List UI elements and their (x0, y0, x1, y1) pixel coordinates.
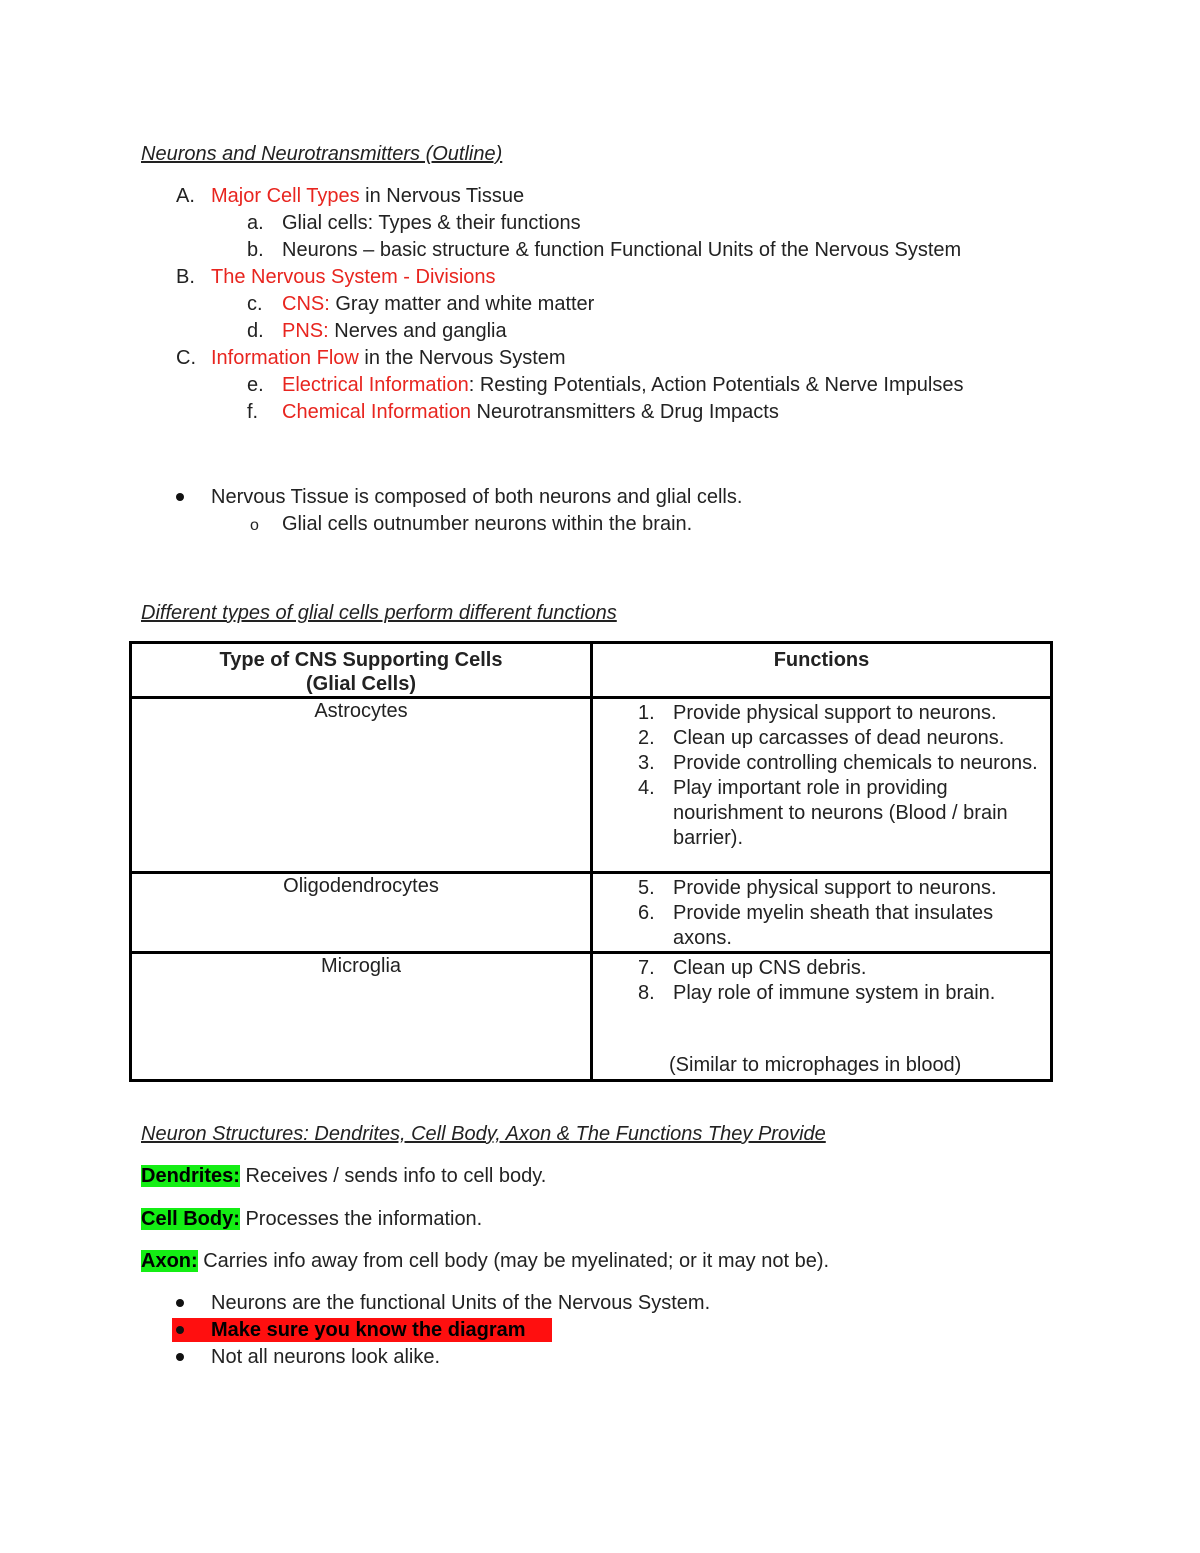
item-colored: Electrical Information (282, 374, 469, 396)
function-number: 3. (638, 752, 655, 774)
highlighted-text: Make sure you know the diagram (211, 1319, 526, 1341)
item-marker: c. (247, 293, 263, 315)
outline-title: Neurons and Neurotransmitters (Outline) (141, 143, 503, 165)
function-text: Provide controlling chemicals to neurons. (673, 752, 1038, 774)
term-axon: Axon: (141, 1250, 198, 1272)
item-text: Neurons – basic structure & function Functional Units of the Nervous System (282, 239, 962, 261)
tissue-sub-bullet: Glial cells outnumber neurons within the brain. (282, 513, 693, 535)
outline-item (282, 238, 961, 262)
function-item (593, 701, 1050, 726)
definition-axon (141, 1249, 829, 1273)
outline-item (282, 319, 507, 343)
function-text: Play important role in providing nourishment to neurons (Blood / brain barrier). (673, 777, 1008, 849)
item-marker: f. (247, 401, 259, 423)
bullet-dot (176, 493, 184, 501)
item-text: Gray matter and white matter (329, 293, 595, 315)
glial-cells-table (129, 641, 1053, 1082)
item-colored: PNS: (282, 320, 329, 342)
item-colored: Chemical Information (282, 401, 471, 423)
function-text: Provide physical support to neurons. (673, 877, 997, 899)
bullet-dot (176, 1353, 184, 1361)
function-item (593, 981, 1050, 1006)
table-header-cell (131, 643, 592, 698)
section-c-label-rest: in the Nervous System (358, 347, 566, 369)
function-item (593, 956, 1050, 981)
function-item (593, 901, 1050, 951)
outline-item (282, 400, 779, 424)
section-b-heading (211, 265, 496, 289)
header-type-line1: Type of CNS Supporting Cells (219, 649, 503, 671)
desc-dendrites: Receives / sends info to cell body. (239, 1165, 547, 1187)
table-row (131, 873, 1052, 953)
cell-type: Astrocytes (131, 698, 592, 873)
functions-cell (592, 953, 1052, 1081)
header-functions: Functions (773, 649, 870, 671)
bullet-dot (176, 1299, 184, 1307)
function-number: 5. (638, 877, 655, 899)
item-text: Nerves and ganglia (328, 320, 507, 342)
item-marker: e. (247, 374, 264, 396)
function-number: 1. (638, 702, 655, 724)
sub-bullet-marker: o (250, 517, 259, 534)
function-text: Provide physical support to neurons. (673, 702, 997, 724)
function-number: 6. (638, 902, 655, 924)
item-marker: b. (247, 239, 264, 261)
function-text: Clean up carcasses of dead neurons. (673, 727, 1005, 749)
function-number: 8. (638, 982, 655, 1004)
bullet-dot (176, 1326, 184, 1334)
function-text: Provide myelin sheath that insulates axons. (673, 902, 994, 949)
function-item (593, 751, 1050, 776)
outline-item (282, 292, 594, 316)
header-type-line2: (Glial Cells) (305, 673, 417, 695)
function-text: Play role of immune system in brain. (673, 982, 996, 1004)
function-item (593, 876, 1050, 901)
item-marker: a. (247, 212, 264, 234)
section-marker: C. (176, 347, 196, 369)
function-item (593, 726, 1050, 751)
table-header-cell (592, 643, 1052, 698)
outline-item (282, 211, 581, 235)
term-cell-body: Cell Body: (141, 1208, 240, 1230)
item-text: Glial cells: Types & their functions (282, 212, 581, 234)
function-number: 4. (638, 777, 655, 799)
section-a-label-colored: Major Cell Types (211, 185, 360, 207)
desc-axon: Carries info away from cell body (may be myelinated; or it may not be). (197, 1250, 830, 1272)
section-a-heading (211, 184, 524, 208)
function-number: 7. (638, 957, 655, 979)
table-row (131, 698, 1052, 873)
section-marker: B. (176, 266, 195, 288)
cell-type: Microglia (131, 953, 592, 1081)
cell-type: Oligodendrocytes (131, 873, 592, 953)
structures-bullet: Neurons are the functional Units of the Nervous System. (211, 1292, 711, 1314)
structures-bullet-highlight (211, 1318, 526, 1342)
section-marker: A. (176, 185, 195, 207)
item-marker: d. (247, 320, 264, 342)
table-header-row (131, 643, 1052, 698)
desc-cell-body: Processes the information. (239, 1208, 483, 1230)
glial-section-title: Different types of glial cells perform different functions (141, 602, 617, 624)
function-text: Clean up CNS debris. (673, 957, 867, 979)
function-item (593, 776, 1050, 851)
structures-bullet: Not all neurons look alike. (211, 1346, 441, 1368)
definition-cell-body (141, 1207, 482, 1231)
microglia-note: (Similar to microphages in blood) (669, 1054, 962, 1076)
section-a-label-rest: in Nervous Tissue (359, 185, 525, 207)
item-text: : Resting Potentials, Action Potentials & Nerve Impulses (468, 374, 964, 396)
structures-title: Neuron Structures: Dendrites, Cell Body, Axon & The Functions They Provide (141, 1123, 826, 1145)
item-text: Neurotransmitters & Drug Impacts (470, 401, 779, 423)
section-c-heading (211, 346, 566, 370)
definition-dendrites (141, 1164, 546, 1188)
function-number: 2. (638, 727, 655, 749)
tissue-bullet: Nervous Tissue is composed of both neurons and glial cells. (211, 486, 743, 508)
section-c-label-colored: Information Flow (211, 347, 359, 369)
outline-item (282, 373, 963, 397)
item-colored: CNS: (282, 293, 330, 315)
table-row (131, 953, 1052, 1081)
section-b-label-colored: The Nervous System - Divisions (211, 266, 496, 288)
term-dendrites: Dendrites: (141, 1165, 240, 1187)
functions-cell (592, 873, 1052, 953)
functions-cell (592, 698, 1052, 873)
